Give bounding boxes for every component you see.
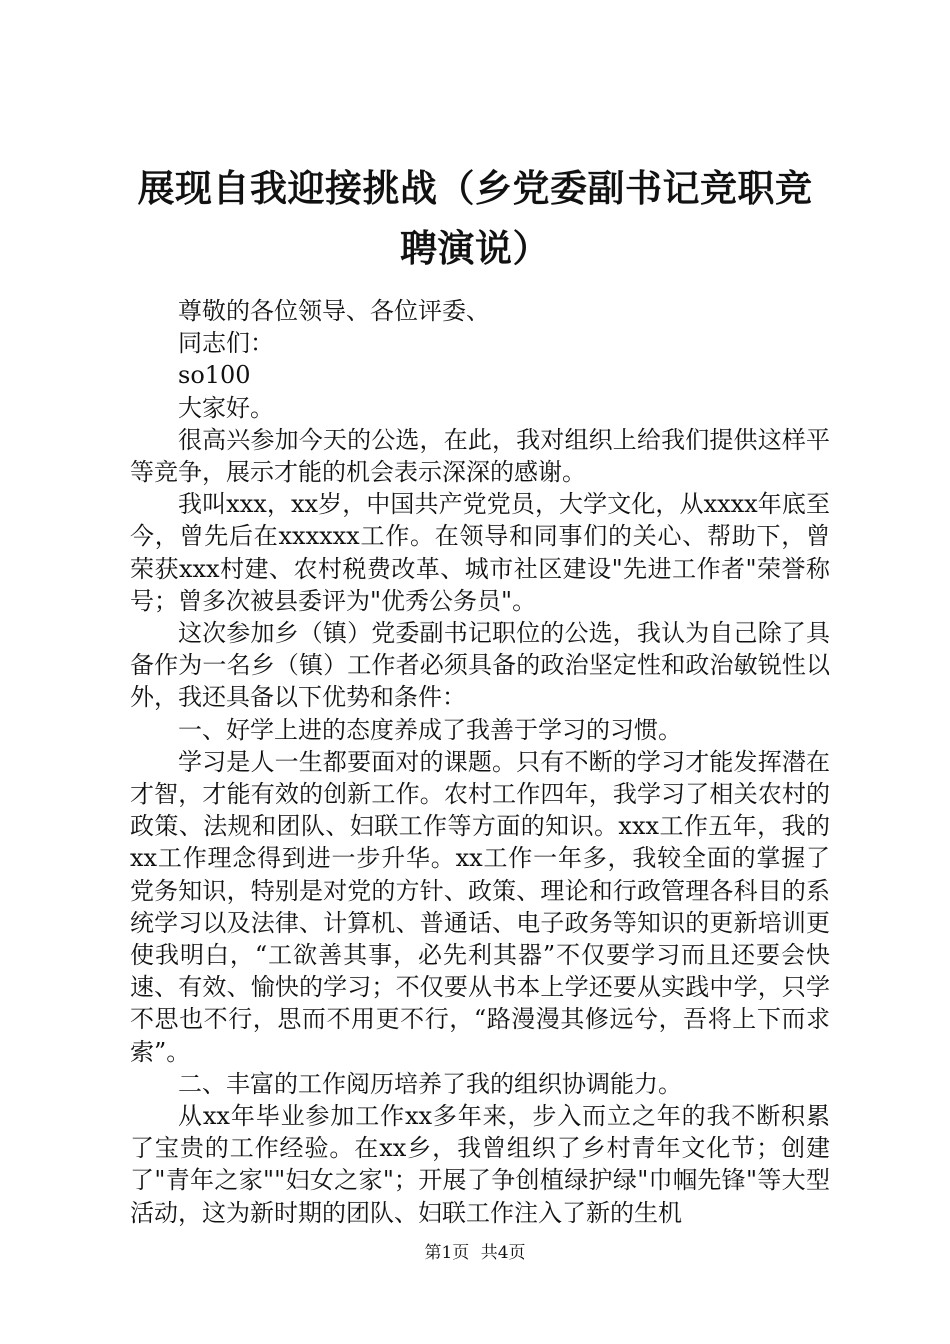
body-paragraph: 我叫xxx，xx岁，中国共产党党员，大学文化，从xxxx年底至今，曾先后在xxxxxx工作。在领导和同事们的关心、帮助下，曾荣获xxx村建、农村税费改革、城市社区建设"先进工作者"荣誉称号；曾多次被县委评为"优秀公务员"。 [130, 490, 830, 615]
body-paragraph: 从xx年毕业参加工作xx多年来，步入而立之年的我不断积累了宝贵的工作经验。在xx乡，我曾组织了乡村青年文化节；创建了"青年之家""妇女之家"；开展了争创植绿护绿"巾帼先锋"等大型活动，这为新时期的团队、妇联工作注入了新的生机 [130, 1102, 830, 1227]
body-paragraph: 这次参加乡（镇）党委副书记职位的公选，我认为自己除了具备作为一名乡（镇）工作者必须具备的政治坚定性和政治敏锐性以外，我还具备以下优势和条件： [130, 619, 830, 712]
section-heading: 二、丰富的工作阅历培养了我的组织协调能力。 [178, 1069, 682, 1098]
body-paragraph: 学习是人一生都要面对的课题。只有不断的学习才能发挥潜在才智，才能有效的创新工作。农村工作四年，我学习了相关农村的政策、法规和团队、妇联工作等方面的知识。xxx工作五年，我的xx工作理念得到进一步升华。xx工作一年多，我较全面的掌握了党务知识，特别是对党的方针、政策、理论和行政管理各科目的系统学习以及法律、计算机、普通话、电子政务等知识的更新培训更使我明白，“工欲善其事，必先利其器”不仅要学习而且还要会快速、有效、愉快的学习；不仅要从书本上学还要从实践中学，只学不思也不行，思而不用更不行，“路漫漫其修远兮，吾将上下而求索”。 [130, 747, 830, 1066]
salutation-line: 尊敬的各位领导、各位评委、 [178, 297, 490, 325]
greeting-line: 大家好。 [178, 393, 274, 422]
section-heading: 一、好学上进的态度养成了我善于学习的习惯。 [178, 715, 682, 744]
body-paragraph: 很高兴参加今天的公选，在此，我对组织上给我们提供这样平等竞争，展示才能的机会表示深深的感谢。 [130, 425, 830, 487]
page-number: 第1页 [424, 1243, 470, 1263]
body-paragraph: so100 [178, 361, 251, 390]
page-footer [0, 1242, 950, 1264]
document-body [130, 295, 830, 1229]
document-title: 展现自我迎接挑战（乡党委副书记竞职竞聘演说） [137, 166, 813, 270]
page-total: 共4页 [480, 1243, 526, 1263]
salutation-line: 同志们： [178, 329, 274, 358]
